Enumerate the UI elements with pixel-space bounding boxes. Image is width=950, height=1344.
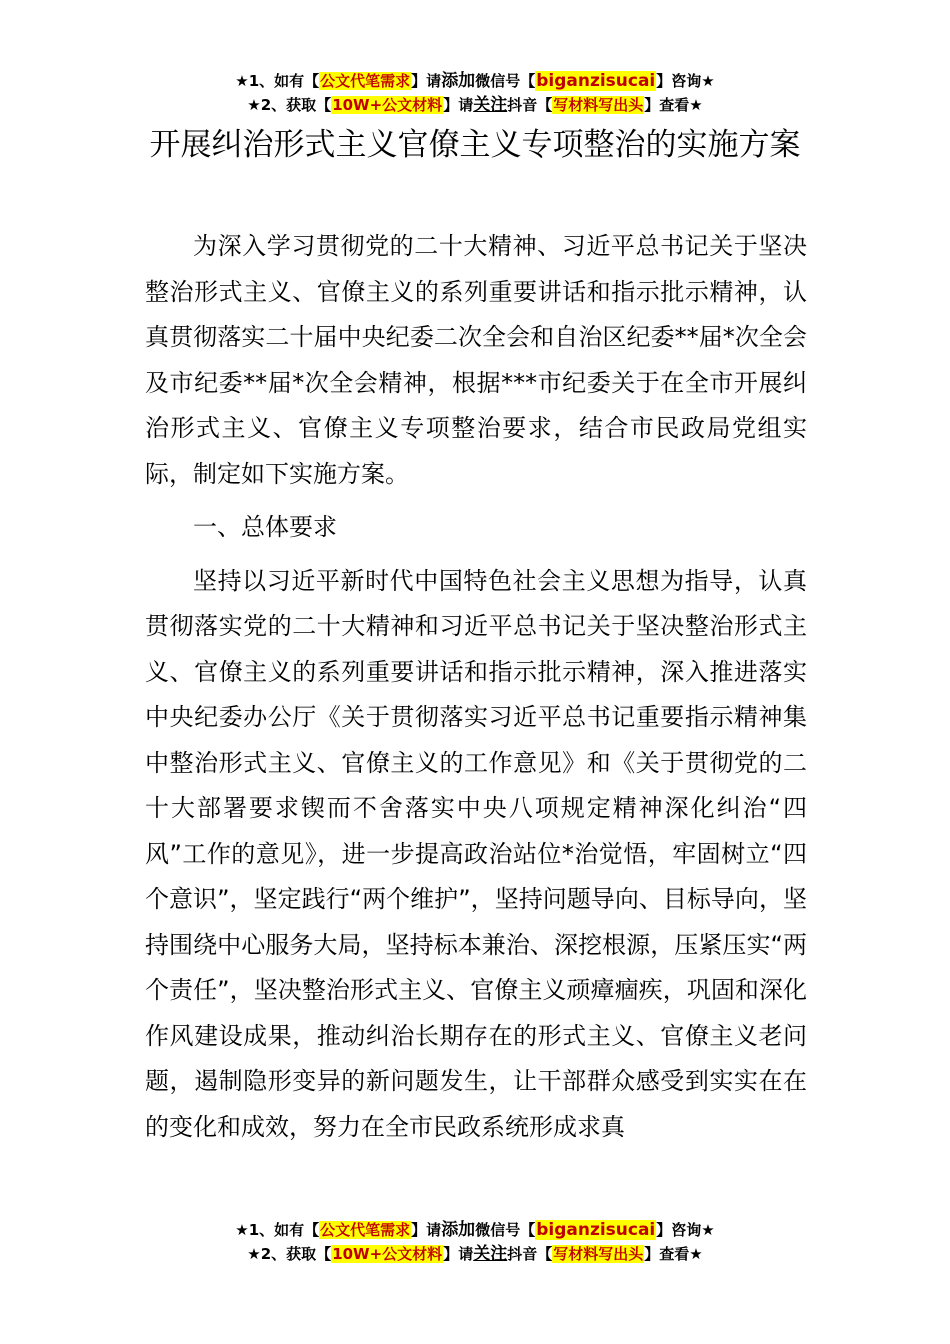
intro-paragraph: 为深入学习贯彻党的二十大精神、习近平总书记关于坚决整治形式主义、官僚主义的系列重要讲话和指示批示精神，认真贯彻落实二十届中央纪委二次全会和自治区纪委**届*次全会及市纪委**届*次全会精神，根据***市纪委关于在全市开展纠治形式主义、官僚主义专项整治要求，结合市民政局党组实际，制定如下实施方案。 (145, 232, 807, 488)
star-icon: ★ (247, 96, 261, 114)
wechat-id-highlight: biganzisucai (536, 1220, 656, 1240)
body-paragraph: 坚持以习近平新时代中国特色社会主义思想为指导，认真贯彻落实党的二十大精神和习近平总书记关于坚决整治形式主义、官僚主义的系列重要讲话和指示批示精神，深入推进落实中央纪委办公厅《关于贯彻落实习近平总书记重要指示精神集中整治形式主义、官僚主义的工作意见》和《关于贯彻党的二十大部署要求锲而不舍落实中央八项规定精神深化纠治“四风”工作的意见》，进一步提高政治站位*治觉悟，牢固树立“四个意识”，坚定践行“两个维护”，坚持问题导向、目标导向，坚持围绕中心服务大局，坚持标本兼治、深挖根源，压紧压实“两个责任”，坚决整治形式主义、官僚主义顽瘴痼疾，巩固和深化作风建设成果，推动纠治长期存在的形式主义、官僚主义老问题，遏制隐形变异的新问题发生，让干部群众感受到实实在在的变化和成效，努力在全市民政系统形成求真 (145, 566, 807, 1141)
header-banner (0, 69, 950, 117)
service-highlight: 公文代笔需求 (320, 1221, 411, 1239)
footer-banner (0, 1218, 950, 1266)
douyin-account-highlight: 写材料写出头 (553, 1245, 644, 1263)
materials-highlight: 10W+公文材料 (332, 96, 443, 114)
banner-line-1: ★1、如有【公文代笔需求】请添加微信号【biganzisucai】咨询★ (235, 71, 715, 91)
service-highlight: 公文代笔需求 (320, 72, 411, 90)
star-icon: ★ (689, 1245, 703, 1263)
document-title: 开展纠治形式主义官僚主义专项整治的实施方案 (149, 127, 801, 163)
banner-line-2: ★2、获取【10W+公文材料】请关注抖音【写材料写出头】查看★ (247, 95, 703, 115)
banner-line-2: ★2、获取【10W+公文材料】请关注抖音【写材料写出头】查看★ (247, 1244, 703, 1264)
star-icon: ★ (235, 72, 249, 90)
star-icon: ★ (247, 1245, 261, 1263)
materials-highlight: 10W+公文材料 (332, 1245, 443, 1263)
document-body (145, 224, 807, 1150)
star-icon: ★ (689, 96, 703, 114)
star-icon: ★ (701, 1221, 715, 1239)
star-icon: ★ (701, 72, 715, 90)
banner-line-1: ★1、如有【公文代笔需求】请添加微信号【biganzisucai】咨询★ (235, 1220, 715, 1240)
douyin-account-highlight: 写材料写出头 (553, 96, 644, 114)
wechat-id-highlight: biganzisucai (536, 71, 656, 91)
section-heading: 一、总体要求 (193, 513, 337, 541)
star-icon: ★ (235, 1221, 249, 1239)
